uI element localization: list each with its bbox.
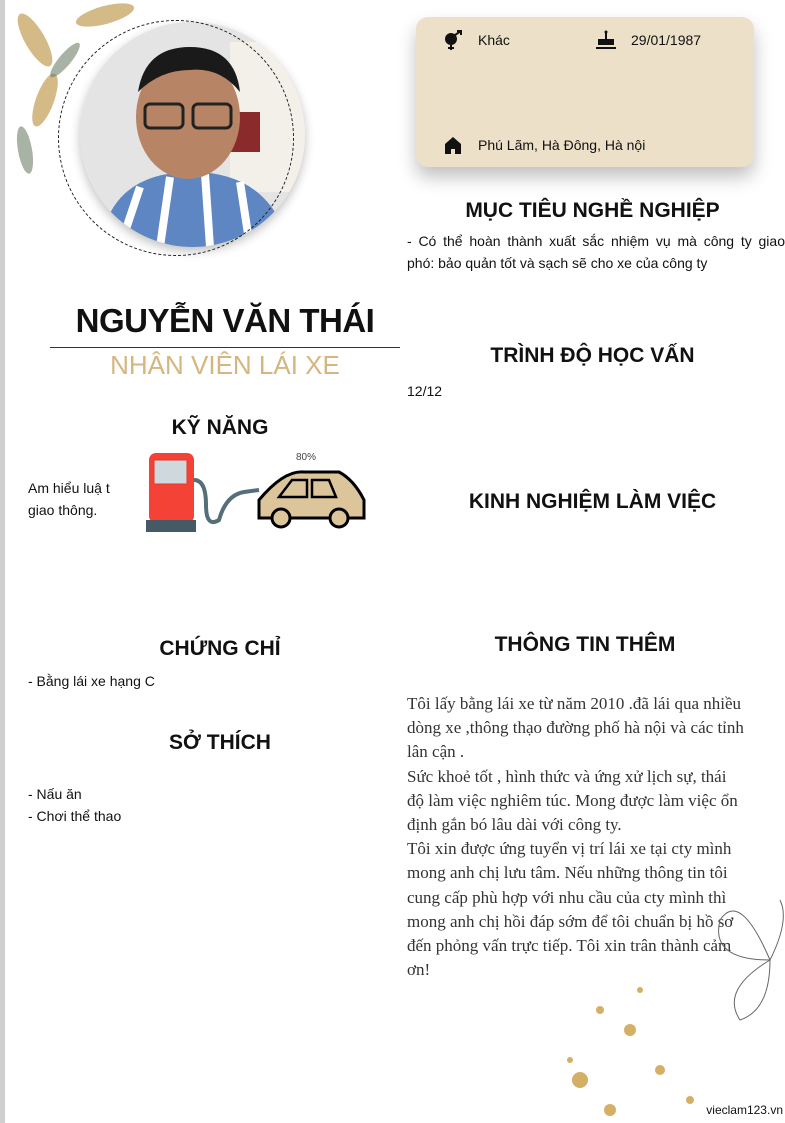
skill-line: giao thông. bbox=[28, 502, 98, 518]
photo-frame-ring bbox=[58, 20, 294, 256]
education-text: 12/12 bbox=[407, 383, 443, 399]
birthday-cake-icon bbox=[595, 30, 617, 50]
skill-line: Am hiểu luậ t bbox=[28, 480, 110, 496]
birthday-row bbox=[595, 30, 701, 50]
divider bbox=[50, 347, 400, 348]
objective-text bbox=[407, 230, 785, 274]
hobby-item: - Nấu ăn bbox=[28, 786, 82, 802]
objective-heading: MỤC TIÊU NGHỀ NGHIỆP bbox=[465, 199, 720, 222]
certificates-heading: CHỨNG CHỈ bbox=[159, 637, 281, 660]
extra-info-line: ơn! bbox=[407, 960, 431, 980]
gender-icon bbox=[442, 30, 464, 50]
hobbies-heading: SỞ THÍCH bbox=[169, 731, 271, 754]
extra-info-line: mong anh chị lưu tâm. Nếu những thông tin tôi bbox=[407, 863, 728, 883]
extra-info-line: dòng xe ,thông thạo đường phố hà nội và các tỉnh bbox=[407, 718, 744, 738]
gender-row bbox=[442, 30, 510, 50]
home-icon bbox=[442, 135, 464, 155]
extra-info-line: Tôi xin được ứng tuyển vị trí lái xe tại cty mình bbox=[407, 839, 732, 859]
experience-heading: KINH NGHIỆM LÀM VIỆC bbox=[468, 490, 717, 513]
birthday-value: 29/01/1987 bbox=[631, 32, 702, 48]
job-title: NHÂN VIÊN LÁI XE bbox=[110, 350, 340, 380]
candidate-name: NGUYỄN VĂN THÁI bbox=[75, 302, 375, 339]
extra-info-line: Tôi lấy bằng lái xe từ năm 2010 .đã lái qua nhiều bbox=[407, 694, 742, 713]
extra-info-line: độ làm việc nghiêm túc. Mong được làm việc ổn bbox=[407, 790, 738, 810]
address-row bbox=[442, 135, 645, 155]
address-value: Phú Lãm, Hà Đông, Hà nội bbox=[478, 137, 646, 153]
objective-line: - Có thể hoàn thành xuất sắc nhiệm vụ mà công ty giao bbox=[407, 233, 785, 249]
extra-info-line: cung cấp phù hợp với nhu cầu của cty mình thì bbox=[407, 887, 727, 907]
gender-value: Khác bbox=[478, 32, 510, 48]
objective-line: phó: bảo quản tốt và sạch sẽ cho xe của công ty bbox=[407, 255, 708, 271]
extra-info-heading: THÔNG TIN THÊM bbox=[494, 633, 676, 656]
skill-name bbox=[28, 477, 110, 521]
hobby-item: - Chơi thể thao bbox=[28, 808, 122, 824]
extra-info-line: đến phỏng vấn trực tiếp. Tôi xin trân thành cảm bbox=[407, 936, 732, 956]
hobbies-list bbox=[28, 783, 121, 827]
extra-info-line: lân cận . bbox=[407, 742, 465, 762]
skill-level-label: 80% bbox=[296, 452, 317, 463]
certificate-item: - Bằng lái xe hạng C bbox=[28, 673, 155, 689]
personal-info-card bbox=[416, 17, 754, 167]
extra-info-line: Sức khoẻ tốt , hình thức và ứng xử lịch sự, thái bbox=[407, 766, 727, 786]
skill-level-fuel-icon bbox=[144, 450, 370, 534]
extra-info-line: mong anh chị hồi đáp sớm để tôi chuẩn bị hồ sơ bbox=[407, 911, 734, 931]
extra-info-line: định gắn bó lâu dài với công ty. bbox=[407, 815, 622, 835]
education-heading: TRÌNH ĐỘ HỌC VẤN bbox=[490, 344, 695, 367]
skills-heading: KỸ NĂNG bbox=[171, 416, 269, 439]
watermark: vieclam123.vn bbox=[706, 1103, 783, 1117]
flower-decoration-icon bbox=[540, 880, 785, 1123]
